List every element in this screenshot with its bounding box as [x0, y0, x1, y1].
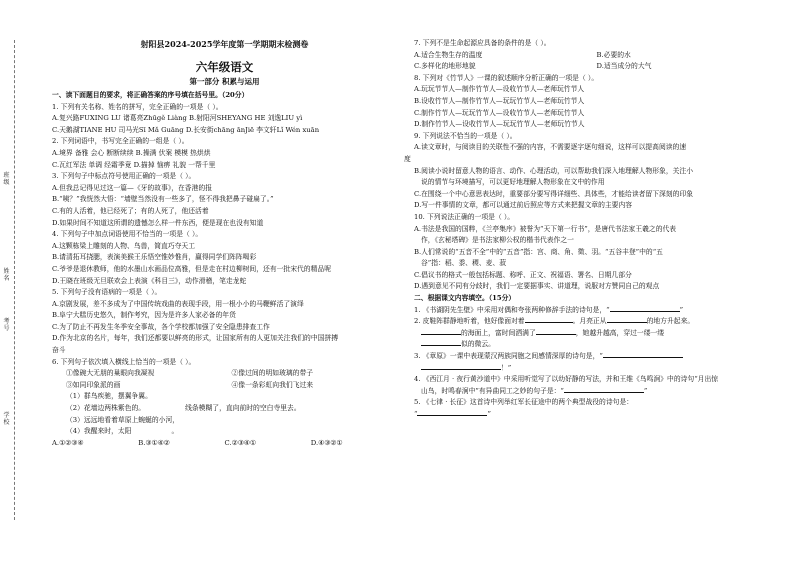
q7-option-a: A.适合生物生存的温度: [414, 50, 483, 59]
q9-option-c: C.在围绕一个中心意思表达时，重要部分要写得详细些、具体些，才能给读者留下深刻的印象: [414, 189, 693, 198]
q10-option-b-cont: 谷”指：稻、黍、稷、麦、菽: [421, 259, 507, 268]
q6-phrase-4: ④像一条彩虹向我们飞过来: [231, 380, 314, 389]
q7-option-b: B.必要的水: [596, 50, 631, 59]
question-10: 10. 下列说法正确的一项是（ ）。: [414, 212, 515, 221]
binding-label-number: 考号: [3, 318, 10, 332]
q3-option-d: D.如果时间不知道这所谓的遗憾怎么样一件东西，便是现在也没有知道: [52, 218, 264, 227]
fill-1: 1. 《书湖阴先生壁》中采用对偶和夸张两种修辞手法的诗句是，“ ”: [414, 305, 684, 314]
q4-option-c: C.爷爷是退休教师，他的水墨山水画品位高雅，但是走在村边柳树间，还有一批宋代的精品呢: [52, 264, 331, 273]
fill-2-cont2: 似的微云。: [414, 339, 779, 351]
fill-2-cont: 的海面上，富时间洒满了 ，她越升越高，穿过一缕一缕: [414, 328, 779, 340]
question-9: 9. 下列说法不恰当的一项是（ ）。: [414, 131, 517, 140]
q10-option-a: A.书法是我国的国粹，《兰亭集序》被誉为“天下第一行书”，是唐代书法家王羲之的代表: [414, 224, 677, 233]
binding-margin: [0, 0, 22, 561]
q6-answers: [52, 438, 397, 450]
q6-sentence-4: （4）我醒来时，太阳 。: [66, 427, 179, 436]
q10-option-a-cont: 作，《玄秘塔碑》是书法家柳公权的楷书代表作之一: [421, 236, 574, 245]
q8-option-a: A.玩玩节节人—制作竹节人—设收竹节人—老师玩竹节人: [414, 85, 585, 94]
q6-sentence-2: （2）花墙边两株紫色的。 线条模糊了，直向前时的空白寺里去。: [66, 404, 301, 413]
q9-option-b: B.阅读小说时留意人物的语言、动作、心理活动，可以帮助我们深入地理解人物形象，关注小: [414, 166, 694, 175]
binding-label-name: 姓名: [3, 268, 10, 282]
fill-3-cont: ！”: [414, 363, 779, 375]
binding-line: [14, 40, 15, 520]
q6-phrase-1: ①像碗大无朋的巢眼向我凝视: [66, 369, 155, 378]
q7-options-ab: [414, 50, 779, 62]
question-6: 6. 下列句子依次填入横线上恰当的一项是（ ）。: [52, 357, 196, 366]
right-column: [404, 38, 779, 421]
section-1-heading: 一、读下面题目的要求，将正确答案的序号填在括号里。（20分）: [52, 91, 249, 99]
q8-option-d: D.制作竹节人—设收竹节人—玩玩竹节人—老师玩竹节人: [414, 120, 585, 129]
q3-option-c: C.有的人活着，他已经死了；有的人死了，他还活着: [52, 206, 209, 215]
q1-option-cd: C.天鹅湖TIANE HU 司马光Sī Mǎ Guāng D.长安街chāng ānJiē 李文轩Lǐ Wén xuān: [52, 125, 320, 134]
question-3: 3. 下列句子中标点符号使用正确的一项是（ ）。: [52, 172, 196, 181]
q5-option-b: B.阜宁大糕历史悠久，制作考究，因为是许多人家必备的年货: [52, 311, 236, 320]
q4-option-b: B.请清拓耳挠腮，表演美猴王乐悟空惟妙惟肖，赢得同学们阵阵喝彩: [52, 253, 257, 262]
q6-answer-c: C.②③④①: [224, 438, 256, 447]
binding-label-school: 学校: [3, 412, 10, 426]
q6-sentence-3: （3）远远地看着草原上蜿蜒的小河，: [66, 415, 180, 424]
q3-option-a: A.但我总记得见过这一篇—《牙的故事》，在香港的报: [52, 183, 212, 192]
q7-options-cd: [414, 61, 779, 73]
q9-option-d: D.写一件事情的文章，都可以通过前后照应等方式来把握文章的主要内容: [414, 201, 633, 210]
q1-option-ab: A.复兴路FUXING LU 诸葛亮Zhūgě Liàng B.射阳河SHEYANG HE 刘逸LIU yì: [52, 114, 303, 123]
q4-option-d: D.王晓在班级无旦联欢会上表演《科目三》，动作滑稽，笔走龙蛇: [52, 276, 247, 285]
question-8: 8. 下列对《竹节人》一课的叙述顺序分析正确的一项是（ ）。: [414, 73, 599, 82]
q10-option-b: B.人们常说的“五音不全”中的“五音”指：宫、商、角、徵、羽。“五谷丰登”中的“五: [414, 247, 663, 256]
q3-option-b: B.“咦？”我恍然大悟：“墙壁当然没有一些多了，怪不得我把鼻子碰扁了。”: [52, 195, 274, 204]
q5-option-c: C.为了防止不再发生冬季安全事故，各个学校都加强了安全隐患排查工作: [52, 322, 270, 331]
section-2-heading: 二、根据课文内容填空。（15分）: [414, 294, 516, 303]
q6-phrases-row1: [52, 368, 397, 380]
q2-option-cd: C.瓦红军法 单调 经霜季竟 D.描掉 恼痹 礼貌 一帮千里: [52, 160, 216, 169]
q8-option-c: C.制作竹节人—玩玩竹节人—设收竹节人—老师玩竹节人: [414, 108, 585, 117]
binding-label-class: 班级: [3, 172, 10, 186]
q10-option-c: C.倡议书的格式一般包括标题、称呼、正文、祝福语、署名、日期几部分: [414, 270, 632, 279]
q6-phrase-2: ②像过间的明如玻璃的带子: [231, 369, 314, 378]
fill-4-cont: 山鸟，时鸣春涧中”有异曲同工之妙的句子是：“ ”: [421, 386, 648, 395]
q2-option-ab: A.境界 备雅 会心 断断续续 B.操满 伏案 模模 热烘烘: [52, 148, 211, 157]
question-4: 4. 下列句子中加点词语使用不恰当的一项是（ ）。: [52, 230, 203, 239]
q7-option-c: C.多样化的地形地貌: [414, 62, 476, 71]
q5-option-a: A.京剧发展，差不多成为了中国传统戏曲的表现手段，用一根小小的马鞭鲜活了演绎: [52, 299, 304, 308]
fill-5-cont: “ ”: [414, 410, 491, 418]
q6-phrase-3: ③如同印象派的画: [66, 380, 121, 389]
fill-5: 5. 《七律 · 长征》这首诗中列举红军长征途中的两个典型战役的诗句是：: [414, 398, 634, 407]
fill-3: 3. 《章原》一课中表现蒙汉两族同胞之间感情深厚的诗句是，“: [414, 351, 779, 363]
q6-phrases-row2: [52, 380, 397, 392]
q4-option-a: A.这颗栋梁上雕刻的人物、鸟兽，简直巧夺天工: [52, 241, 196, 250]
q9-option-b-cont: 说的情节与环境描写，可以更好地理解人物形象在文中的作用: [421, 178, 605, 187]
q9-option-a-cont: 度: [404, 154, 411, 163]
question-5: 5. 下列句子没有语病的一项是（ ）。: [52, 288, 162, 297]
question-1: 1. 下列有关名称、姓名的拼写，完全正确的一项是（ ）。: [52, 102, 223, 111]
q6-answer-a: A.①②③④: [52, 438, 84, 447]
q5-option-d-cont: 奋斗: [52, 346, 66, 355]
exam-title: 射阳县2024-2025学年度第一学期期末检测卷: [140, 39, 309, 49]
q6-answer-d: D.④③②①: [310, 438, 343, 447]
q6-sentence-1: （1）群鸟疾驰，摆翼争翼。: [66, 392, 152, 401]
q7-option-d: D.适当成分的大气: [596, 62, 652, 71]
q5-option-d: D.作为北京的名片，每年，我们还都要以鲜亮的形式，让国家所有的人更加关注我们的中国拼搏: [52, 334, 339, 343]
question-7: 7. 下列不是生命起源应具备的条件的是（ ）。: [414, 39, 551, 47]
fill-4: 4. 《西江月 · 夜行黄沙道中》中采用听觉写了以幼好静的写法，并和王维《鸟鸣涧》中的诗句“月出惊: [414, 375, 719, 384]
q6-answer-b: B.③①④②: [138, 438, 170, 447]
q8-option-b: B.设收竹节人—制作竹节人—玩玩竹节人—老师玩竹节人: [414, 96, 585, 105]
q10-option-d: D.遇到意见不同有分歧时，我们一定要据事实、讲道理，说服对方赞同自己的观点: [414, 282, 660, 291]
fill-2: 2. 皮鞋阵群静地听着，他好像面对着 。月亮正从 的地方升起来。: [414, 317, 695, 326]
part-title: 第一部分 积累与运用: [189, 77, 260, 86]
subject-title: 六年级语文: [195, 60, 254, 74]
q9-option-a: A.读文章时，与阅读目的关联性不强的内容，不需要逐字逐句细说，这样可以提高阅读的速: [414, 143, 687, 152]
left-column: [52, 38, 397, 449]
question-2: 2. 下列词语中，书写完全正确的一组是（ ）。: [52, 137, 189, 146]
